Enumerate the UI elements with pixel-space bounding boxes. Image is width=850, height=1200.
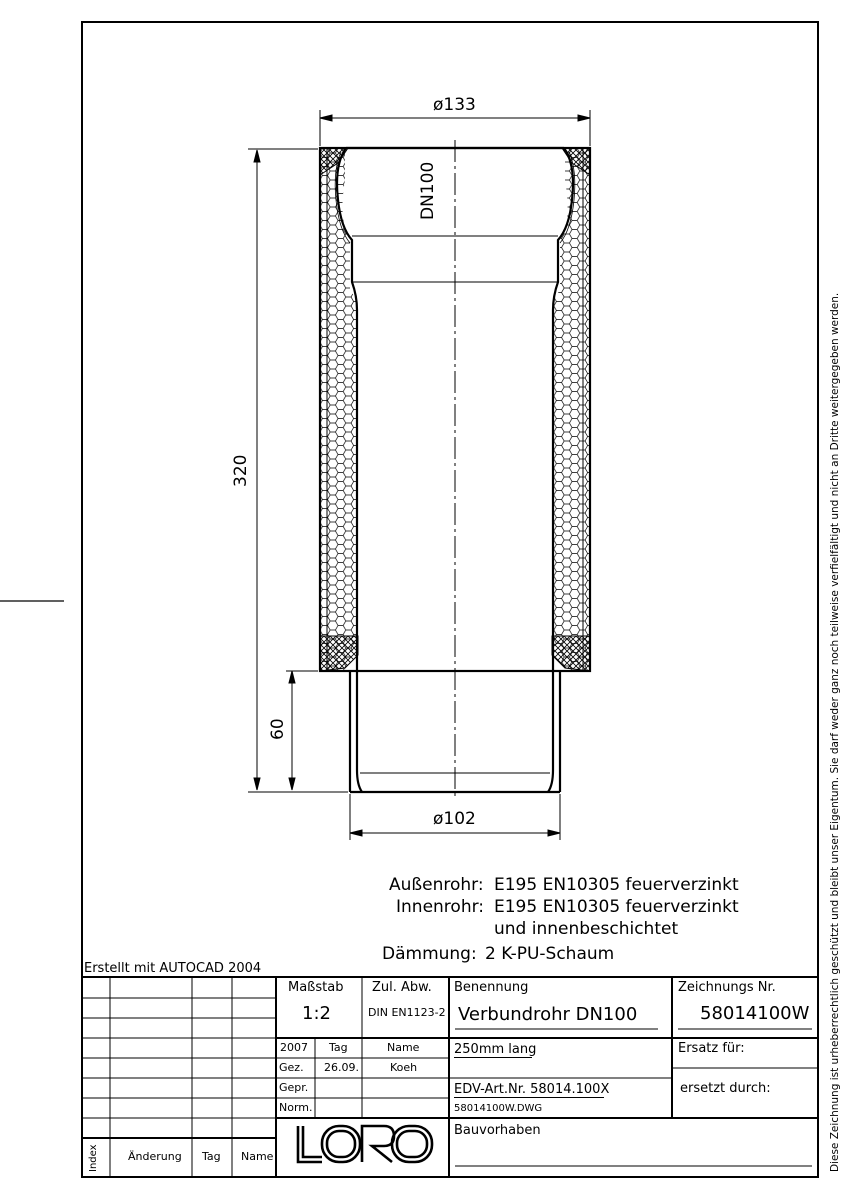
insulation-value: 2 K-PU-Schaum	[485, 944, 615, 964]
revision-day-header: Tag	[202, 1150, 221, 1163]
drawing-number-label: Zeichnungs Nr.	[678, 980, 776, 995]
year-cell: 2007	[280, 1041, 308, 1054]
length-note: 250mm lang	[454, 1042, 537, 1057]
spigot-length-label: 60	[268, 718, 288, 740]
dwg-filename: 58014100W.DWG	[454, 1103, 543, 1114]
designation-label: Benennung	[454, 980, 529, 995]
inner-diameter-label: ø102	[433, 809, 476, 829]
nominal-size-label: DN100	[418, 161, 438, 220]
name-header: Name	[387, 1041, 420, 1054]
scale-label: Maßstab	[288, 980, 344, 995]
tolerance-label: Zul. Abw.	[372, 980, 432, 995]
day-header: Tag	[329, 1041, 348, 1054]
inner-pipe-label: Innenrohr:	[396, 897, 485, 917]
drawing-number-value: 58014100W	[700, 1003, 810, 1024]
project-label: Bauvorhaben	[454, 1123, 541, 1138]
insulation-label: Dämmung:	[382, 944, 477, 964]
replacement-for-label: Ersatz für:	[678, 1041, 745, 1056]
pipe-section-view	[320, 140, 590, 800]
article-number: EDV-Art.Nr. 58014.100X	[454, 1082, 610, 1097]
length-note-underline	[454, 1057, 532, 1058]
insulation-right	[553, 148, 590, 670]
copyright-side-note: Diese Zeichnung ist urheberrechtlich geschützt und bleibt unser Eigentum. Sie darf weder ganz noch teilweise verfielfältigt und nicht an Dritte weitergegeben werden.	[829, 292, 841, 1172]
drawn-date: 26.09.	[324, 1061, 359, 1074]
total-length-label: 320	[231, 454, 251, 487]
outer-pipe-value: E195 EN10305 feuerverzinkt	[494, 875, 739, 895]
inner-pipe-value: E195 EN10305 feuerverzinkt	[494, 897, 739, 917]
replaced-by-label: ersetzt durch:	[680, 1081, 771, 1096]
created-with-note: Erstellt mit AUTOCAD 2004	[84, 961, 262, 976]
outer-diameter-label: ø133	[433, 95, 476, 115]
inner-pipe-value-2: und innenbeschichtet	[494, 919, 679, 939]
loro-logo	[298, 1126, 432, 1162]
revision-index-header: Index	[88, 1144, 99, 1172]
outer-pipe-label: Außenrohr:	[389, 875, 484, 895]
norm-label: Norm.	[279, 1101, 313, 1114]
drawn-by-label: Gez.	[279, 1061, 304, 1074]
revision-name-header: Name	[241, 1150, 274, 1163]
sheet-border	[0, 22, 818, 1177]
drawn-name: Koeh	[390, 1061, 418, 1074]
scale-value: 1:2	[302, 1003, 331, 1024]
tolerance-value: DIN EN1123-2	[368, 1006, 446, 1019]
designation-value: Verbundrohr DN100	[458, 1004, 638, 1025]
checked-by-label: Gepr.	[279, 1081, 309, 1094]
article-number-underline	[454, 1097, 604, 1098]
revision-change-header: Änderung	[128, 1150, 182, 1163]
insulation-left	[320, 148, 357, 670]
